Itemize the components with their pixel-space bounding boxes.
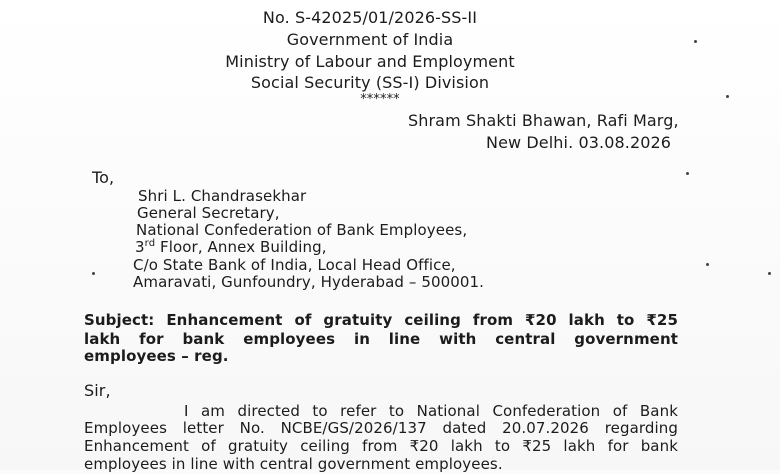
scan-speck xyxy=(694,40,697,43)
scan-speck xyxy=(768,272,771,275)
body-line-4: employees in line with central government employees. xyxy=(84,455,503,473)
to-label: To, xyxy=(92,168,115,187)
subject-line-2: lakh for bank employees in line with central government xyxy=(84,330,678,348)
addressee-floor xyxy=(135,238,327,257)
file-number: No. S-42025/01/2026-SS-II xyxy=(262,8,478,27)
scan-speck xyxy=(726,95,729,98)
stars-divider: ****** xyxy=(360,92,400,107)
scan-speck xyxy=(686,172,689,175)
addressee-address: Amaravati, Gunfoundry, Hyderabad – 500001. xyxy=(133,273,485,291)
scan-speck xyxy=(706,263,709,266)
scan-speck xyxy=(92,272,95,275)
subject-line-1: Subject: Enhancement of gratuity ceiling from ₹20 lakh to ₹25 xyxy=(84,311,678,329)
subject-line-3: employees – reg. xyxy=(84,347,229,365)
body-line-1: I am directed to refer to National Confederation of Bank xyxy=(184,402,678,420)
addressee-designation: General Secretary, xyxy=(137,204,280,222)
addressee-organisation: National Confederation of Bank Employees, xyxy=(136,221,468,239)
place-date-line: New Delhi. 03.08.2026 xyxy=(486,133,672,152)
salutation: Sir, xyxy=(84,381,111,400)
floor-rest: Floor, Annex Building, xyxy=(155,238,327,256)
government-heading: Government of India xyxy=(286,30,454,49)
body-line-2: Employees letter No. NCBE/GS/2026/137 dated 20.07.2026 regarding xyxy=(84,419,678,437)
division-heading: Social Security (SS-I) Division xyxy=(250,73,490,92)
floor-ordinal: rd xyxy=(144,238,156,249)
body-line-3: Enhancement of gratuity ceiling from ₹20 lakh to ₹25 lakh for bank xyxy=(84,437,678,455)
ministry-heading: Ministry of Labour and Employment xyxy=(225,52,515,71)
floor-number: 3 xyxy=(135,238,145,256)
addressee-name: Shri L. Chandrasekhar xyxy=(138,187,307,205)
addressee-care-of: C/o State Bank of India, Local Head Office, xyxy=(133,256,456,274)
place-line-1: Shram Shakti Bhawan, Rafi Marg, xyxy=(408,111,679,130)
